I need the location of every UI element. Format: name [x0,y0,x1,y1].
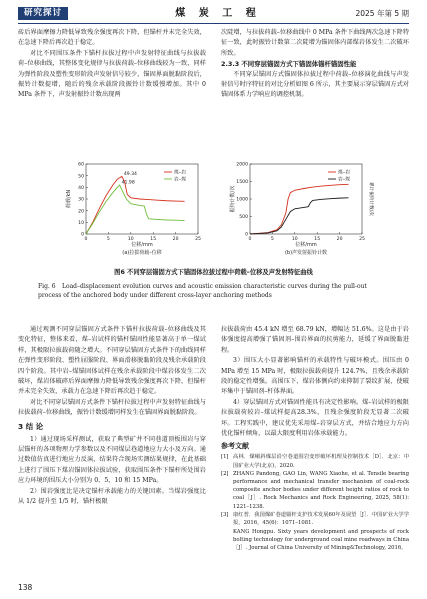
y-axis-label: 振铃计数/次 [230,185,236,213]
paragraph: 砖后界面摩擦力降低导致残余强度再次下降，但锚杆并未完全失效，在急速下降后再次趋于稳定。 [18,29,206,47]
paragraph: 不同穿层锚固方式锚固体拉拔过程中荷载–位移演化曲线与声发射信号时序特征的对比分析如图 6 所示，其主要展示穿层锚固方式对锚固体系力学响应的调控机制。 [221,70,409,99]
paragraph: 通过观测不同穿层锚固方式条件下锚杆拉拔荷载–位移曲线及其变化特征，整体来看，煤–岩试样的锚杆锚固性能显著高于单一煤试样，其极限拉拔载荷随之增大。不同穿层锚固方式条件下的曲线同样在弹性变形阶段、塑性屈服阶段、界面滑移脱黏阶段及残余承载阶段四个阶段。其中岩–煤锚固体试样在残余承载阶段中煤岩体发生二次破坏，煤岩体破碎后界面摩擦力降低导致残余强度再次下降，但锚杆并未完全失效，承载力在急速下降后再次趋于稳定。 [18,326,206,396]
y-tick-label: 1000 [236,197,248,203]
reference-number: [1] [221,454,229,461]
chart-a-load-displacement [65,162,201,256]
legend-label: 煤–岩 [174,170,186,176]
right-column-bottom [221,325,409,553]
peak-annotation: 41.98 [121,180,135,186]
section-tag: 研究探讨 [18,7,68,20]
page-header [18,6,409,22]
x-tick-label: 5 [270,237,274,242]
x-tick-label: 10 [291,237,298,242]
x-tick-label: 0 [84,237,88,242]
left-column-top [18,28,206,101]
reference-text: ZHANG Pandong, GAO Lin, WANG Xiaohe, et al. Tensile bearing performance and mechanical transfer mechanism of coal-rock composite anchor bodies under different height ratios of rock to coal［J］. Rock Mechanics and Rock Engineering, 2025, 58(1): 1221–1238. [233,471,409,510]
page-number: 138 [18,583,33,592]
x-tick-label: 25 [359,237,365,242]
left-column-bottom [18,325,206,508]
x-tick-label: 5 [106,237,110,242]
legend-label: 煤–岩 [338,170,350,176]
conclusion-paragraph: 3）围压大小显著影响锚杆的承载特性与破坏模式。围压由 0 MPa 增至 15 MPa 时，极限拉拔载荷提升 124.7%，且残余承载阶段的稳定性增强。高围压下，煤岩体侧向约束抑制了裂纹扩展，使破坏集中于锚固剂–杆体界面。 [221,357,409,396]
y-tick-label: 50 [78,174,84,180]
figure-caption-en-text: Load–displacement evolution curves and acoustic emission characteristic curves during the pull-out process of the anchored body under different cross-layer anchoring methods [38,283,367,299]
y-tick-label: 40 [78,185,84,191]
series-line [250,184,349,234]
y-tick-label: 1500 [236,180,248,186]
reference-number [221,528,233,552]
conclusion-paragraph: 4）穿层锚固方式对锚固性能具有决定性影响。煤–岩试样的极限拉拔载荷较岩–煤试样提高28.3%，且残余强度阶段无显著二次破坏。工程实践中，建议优先采用煤–岩穿层方式，并结合地应力方向优化锚杆倾角，以最大限度利用岩体承载能力。 [221,398,409,438]
y2-axis-label: 累计振铃计数/次 [368,182,373,216]
reference-item [221,511,409,527]
reference-number: [3] [221,512,229,519]
paragraph: 拉拔载荷由 45.4 kN 增至 68.79 kN，增幅达 51.6%。这是由于岩体强度提高增强了锚固剂–围岩界面的抗剪能力，延缓了界面脱黏进程。 [221,326,409,354]
reference-text: 高林．煤峒斜煤层沿空巷道围岩变形破坏机理及控制技术［D］．北京：中国矿业大学(北京)，2020. [233,454,409,469]
chart-subtitle: (a)拉拔荷载–位移 [122,250,162,256]
x-axis-label: 位移/mm [131,242,153,248]
x-tick-label: 20 [336,237,343,242]
conclusion-paragraph: 1）通过现场采样测试，获取了典型矿井不同巷道顶板围岩与穿层锚杆的各项物理力学参数以及不同煤层巷道地应力大小及方向。通过数值仿真进行地应力反演，结果符合现场实测结果规律，在此基础上进行了围压下煤岩锚固体拉拔试验，获取围压条件下锚杆所处围岩应力环境的围压大小分别为 0、5、10 和 15 MPa。 [18,435,206,485]
reference-text: KANG Hongpu. Sixty years development and prospects of rock bolting technology for underground coal mine roadways in China［J］. Journal of China University of Mining&Technology, 2016, [233,528,409,551]
legend-label: 岩–煤 [174,177,186,183]
reference-number: [2] [221,471,229,478]
journal-name: 煤 炭 工 程 [175,8,261,19]
x-tick-label: 15 [314,237,321,242]
y-tick-label: 2000 [236,162,248,168]
conclusion-paragraph: 2）围岩强度比是决定锚杆承载能力的关键因素。当煤岩强度比从 1/2 提升至 1/5 时，锚杆极限 [18,487,206,506]
paragraph: 对比不同围压条件下锚杆拉拔过程中声发射特征曲线与拉拔载荷–位移曲线，其整体变化规律与拉拔荷载–位移曲线较为一致，同样为弹性阶段及塑性变形阶段声发射信号较少，锚固界面脱黏阶段后，振铃计数提增，随后的残余承载阶段振铃计数缓慢增加。其中 0 MPa 条件下，声发射振铃计数出现两 [18,49,206,99]
reference-item [221,470,409,510]
y-tick-label: 10 [78,220,84,226]
x-tick-label: 20 [172,237,179,242]
series-line [86,185,185,234]
y-tick-label: 60 [78,162,84,168]
x-tick-label: 0 [248,237,252,242]
figure-6 [18,158,409,320]
section-heading-conclusions: 3 结 论 [18,421,44,431]
y-tick-label: 0 [81,232,84,238]
x-tick-label: 25 [195,237,201,242]
references-title: 参考文献 [221,442,249,451]
figure-charts [54,158,384,266]
subsection-heading: 2.3.3 不同穿层锚固方式下锚固体锚杆锚固性能 [221,60,357,69]
x-axis-label: 位移/mm [295,242,317,248]
paragraph: 次陡增，与拉拔荷载–位移曲线中 0 MPa 条件下曲线两次急速下降特征一致，此时振铃计数第二次陡增为锚固体内部煤岩体发生二次破坏所致。 [221,29,409,57]
y-tick-label: 0 [245,232,248,238]
reference-item [221,453,409,469]
figure-caption-cn: 图6 不同穿层锚固方式下锚固体拉拔过程中荷载–位移及声发射特征曲线 [114,269,313,276]
figure-number-en: Fig. 6 [38,283,56,290]
y-tick-label: 30 [78,197,84,203]
legend-label: 岩–煤 [338,177,350,183]
peak-annotation: 49.34 [123,171,137,177]
issue-info: 2025 年第 5 期 [355,9,409,18]
x-tick-label: 15 [150,237,157,242]
right-column-top [221,28,409,101]
y-tick-label: 20 [78,209,84,215]
series-line [86,176,185,234]
paragraph: 对比不同穿层锚固方式条件下锚杆拉拔过程中声发射特征曲线与拉拔载荷–位移曲线，振铃计数缓增同样发生在锚固界面脱黏阶段。 [18,398,206,417]
x-tick-label: 10 [127,237,134,242]
chart-b-acoustic-emission [229,162,375,256]
figure-caption-en [38,282,389,300]
references-list [221,453,409,552]
series-line [250,198,349,234]
reference-text: 康红普．我国煤矿巷道锚杆支护技术发展60年及展望［J］．中国矿业大学学报，2016，45(6)：1071–1081. [233,512,409,527]
reference-item [221,528,409,552]
y-tick-label: 500 [239,215,248,221]
header-rule [18,23,409,24]
y-axis-label: 荷载/kN [66,189,72,209]
chart-subtitle: (b)声发射振铃计数 [284,250,328,256]
